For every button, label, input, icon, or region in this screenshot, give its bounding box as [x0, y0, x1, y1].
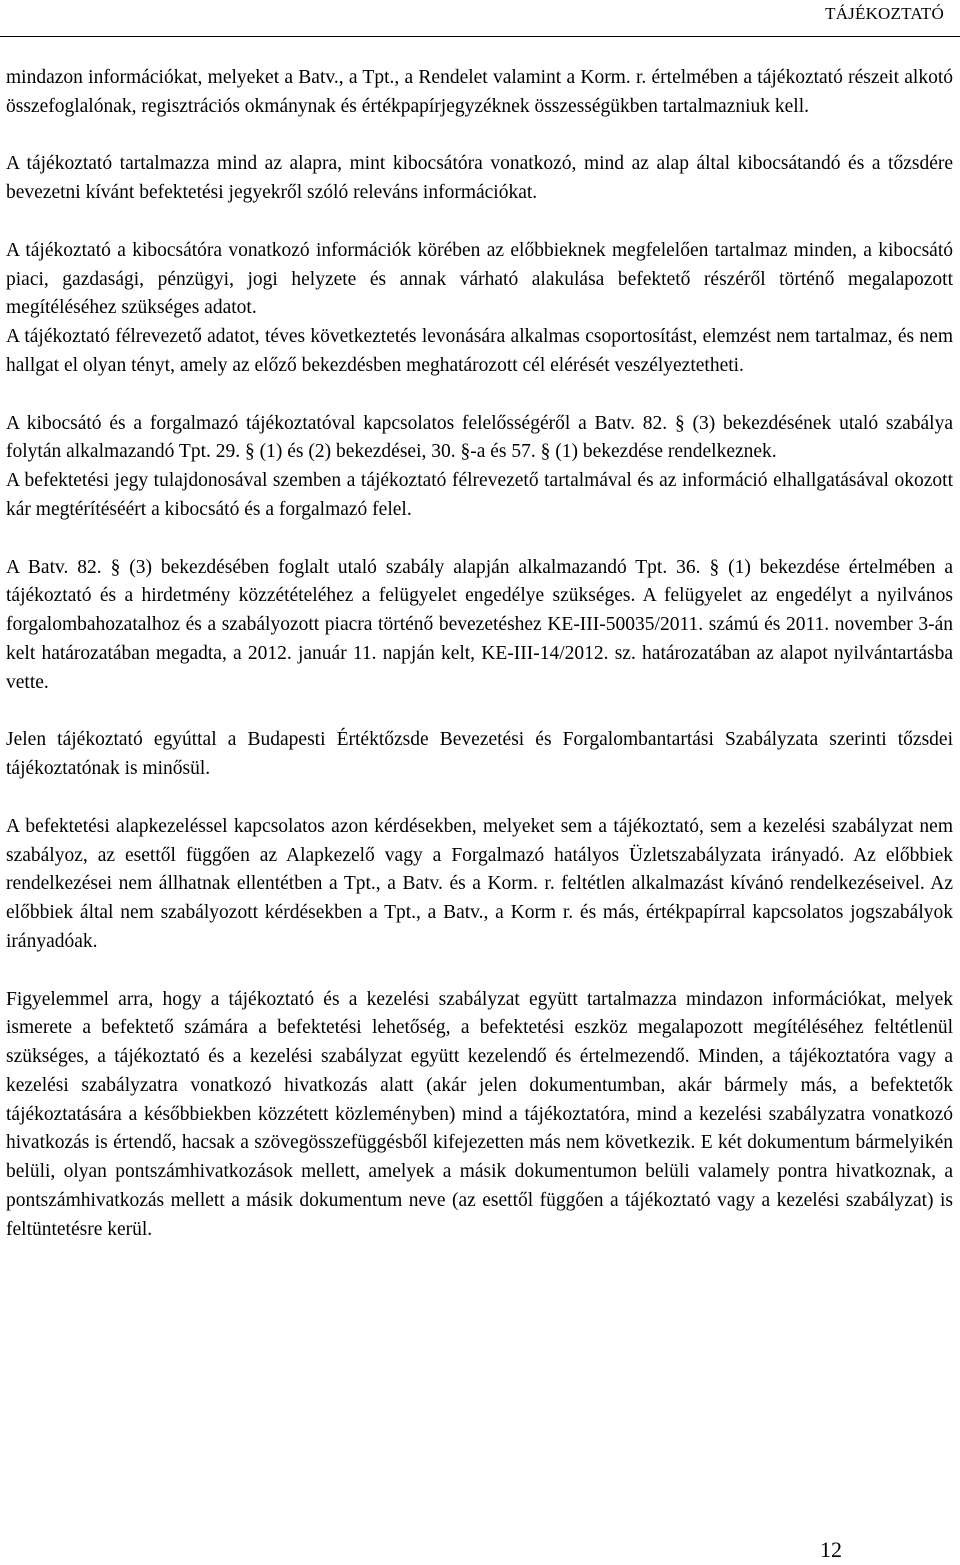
- paragraph-3: A tájékoztató a kibocsátóra vonatkozó információk körében az előbbieknek megfelelően tartalmaz minden, a kibocsátó piaci, gazdasági, pénzügyi, jogi helyzete és annak várható alakulása befektető részéről történő megalapozott megítéléséhez szükséges adatot.: [6, 239, 953, 319]
- document-body: [6, 64, 953, 1245]
- paragraph-2: A tájékoztató tartalmazza mind az alapra, mint kibocsátóra vonatkozó, mind az alap által kibocsátandó és a tőzsdére bevezetni kívánt befektetési jegyekről szóló releváns információkat.: [6, 153, 953, 204]
- paragraph-7: A Batv. 82. § (3) bekezdésében foglalt utaló szabály alapján alkalmazandó Tpt. 36. § (1) bekezdése értelmében a tájékoztató és a hirdetmény közzétételéhez a felügyelet engedélye szükséges. A felügyelet az engedélyt a nyilvános forgalombahozatalhoz és a szabályozott piacra történő bevezetéshez KE-III-50035/2011. számú és 2011. november 3-án kelt határozatában megadta, a 2012. január 11. napján kelt, KE-III-14/2012. sz. határozatában az alapot nyilvántartásba vette.: [6, 556, 953, 693]
- paragraph-6: A befektetési jegy tulajdonosával szemben a tájékoztató félrevezető tartalmával és az információ elhallgatásával okozott kár megtérítéséért a kibocsátó és a forgalmazó felel.: [6, 470, 953, 520]
- paragraph-10: Figyelemmel arra, hogy a tájékoztató és a kezelési szabályzat együtt tartalmazza mindazon információkat, melyek ismerete a befektető számára a befektetési lehetőség, a befektetési eszköz megalapozott megítéléséhez feltétlenül szükséges, a tájékoztató és a kezelési szabályzat együtt kezelendő és értelmezendő. Minden, a tájékoztatóra vagy a kezelési szabályzatra vonatkozó hivatkozás alatt (akár jelen dokumentumban, akár bármely más, a befektetők tájékoztatására a későbbiekben közzétett közleményben) mind a tájékoztatóra, mind a kezelési szabályzatra vonatkozó hivatkozás is értendő, hacsak a szövegösszefüggésből kifejezetten más nem következik. E két dokumentum bármelyikén belüli, olyan pontszámhivatkozások mellett, amelyek a másik dokumentumon belüli valamely pontra hivatkoznak, a pontszámhivatkozás mellett a másik dokumentum neve (az esettől függően a tájékoztató vagy a kezelési szabályzat) is feltüntetésre kerül.: [6, 988, 953, 1240]
- page-number: 12: [820, 1537, 842, 1562]
- paragraph-4: A tájékoztató félrevezető adatot, téves következtetés levonására alkalmas csoportosítást, elemzést nem tartalmaz, és nem hallgat el olyan tényt, amely az előző bekezdésben meghatározott cél elérését veszélyeztetheti.: [6, 326, 953, 376]
- running-header: TÁJÉKOZTATÓ: [825, 4, 944, 23]
- paragraph-1: mindazon információkat, melyeket a Batv., a Tpt., a Rendelet valamint a Korm. r. értelmében a tájékoztató részeit alkotó összefoglalónak, regisztrációs okmánynak és értékpapírjegyzéknek összességükben tartalmazniuk kell.: [6, 67, 953, 117]
- header-rule: [0, 36, 960, 37]
- paragraph-8: Jelen tájékoztató egyúttal a Budapesti Értéktőzsde Bevezetési és Forgalombantartási Szabályzata szerinti tőzsdei tájékoztatónak is minősül.: [6, 729, 953, 780]
- paragraph-9: A befektetési alapkezeléssel kapcsolatos azon kérdésekben, melyeket sem a tájékoztató, sem a kezelési szabályzat nem szabályoz, az esettől függően az Alapkezelő vagy a Forgalmazó hatályos Üzletszabályzata irányadó. Az előbbiek rendelkezései nem állhatnak ellentétben a Tpt., a Batv. és a Korm. r. feltétlen alkalmazást kívánó rendelkezéseivel. Az előbbiek által nem szabályozott kérdésekben a Tpt., a Batv., a Korm r. és más, értékpapírral kapcsolatos jogszabályok irányadóak.: [6, 815, 953, 952]
- paragraph-5: A kibocsátó és a forgalmazó tájékoztatóval kapcsolatos felelősségéről a Batv. 82. § (3) bekezdésének utaló szabálya folytán alkalmazandó Tpt. 29. § (1) és (2) bekezdései, 30. §-a és 57. § (1) bekezdése rendelkeznek.: [6, 412, 953, 463]
